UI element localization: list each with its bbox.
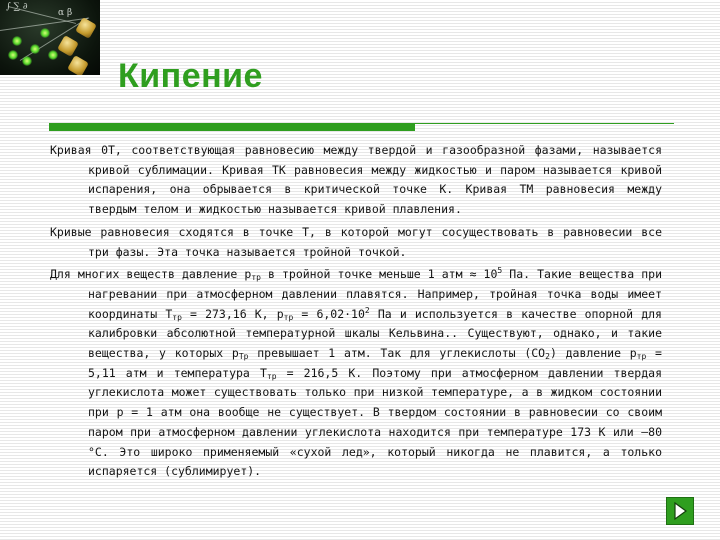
subscript-text: 2 — [545, 352, 550, 362]
title-rule-thick — [49, 124, 415, 131]
text-segment: = 273,16 К, р — [181, 306, 284, 321]
text-segment: Па. Такие вещества при нагревании при атмосферном давлении плавятся. Например, тройная точка воды имеет координаты Т — [88, 267, 662, 321]
superscript-text: 2 — [364, 305, 370, 315]
subscript-text: тр — [172, 312, 182, 322]
text-segment: Для многих веществ давление р — [50, 267, 252, 282]
subscript-text: тр — [251, 273, 261, 283]
text-segment: = 5,11 атм и температура Т — [88, 346, 662, 380]
text-segment: Кривые равновесия сходятся в точке Т, в которой могут сосуществовать в равновесии все три фазы. Эта точка называется тройной точкой. — [50, 224, 662, 259]
decorative-image: ∫ ∑ ∂ α β — [0, 0, 100, 75]
subscript-text: тр — [636, 352, 647, 362]
text-segment: = 6,02·10 — [293, 306, 365, 321]
body-text — [50, 141, 662, 485]
paragraph — [50, 265, 662, 482]
slide-title: Кипение — [118, 57, 263, 95]
text-segment: ) давление р — [549, 346, 637, 361]
subscript-text: Тр — [238, 352, 249, 362]
text-segment: Па и используется в качестве опорной для калибровки абсолютной температурной шкалы Кельвина.. Существуют, однако, и такие вещества, у которых р — [88, 306, 662, 361]
text-segment: = 216,5 К. Поэтому при атмосферном давлении твердая углекислота может существовать только при низкой температуре, а в жидком состоянии при р = 1 атм она вообще не существует. В твердом состоянии в равновесии со своим паром при атмосферном давлении углекислота находится при температуре 173 К или –80 °С. Это широко применяемый «сухой лед», который никогда не плавится, а только испаряется (сублимирует). — [88, 365, 662, 479]
next-slide-button[interactable] — [666, 497, 694, 525]
text-segment: Кривая 0Т, соответствующая равновесию между твердой и газообразной фазами, называется кривой сублимации. Кривая ТК равновесия между жидкостью и паром называется кривой испарения, она обрывается в критической точке К. Кривая ТМ равновесия между твердым телом и жидкостью называется кривой плавления. — [50, 143, 662, 217]
superscript-text: 5 — [497, 266, 503, 276]
subscript-text: тр — [283, 312, 294, 322]
paragraph — [50, 141, 662, 220]
text-segment: превышает 1 атм. Так для углекислоты (CO — [248, 346, 546, 361]
paragraph — [50, 223, 662, 262]
text-segment: в тройной точке меньше 1 атм ≈ 10 — [260, 267, 498, 282]
subscript-text: тр — [266, 371, 277, 381]
chevron-right-icon — [667, 498, 693, 524]
